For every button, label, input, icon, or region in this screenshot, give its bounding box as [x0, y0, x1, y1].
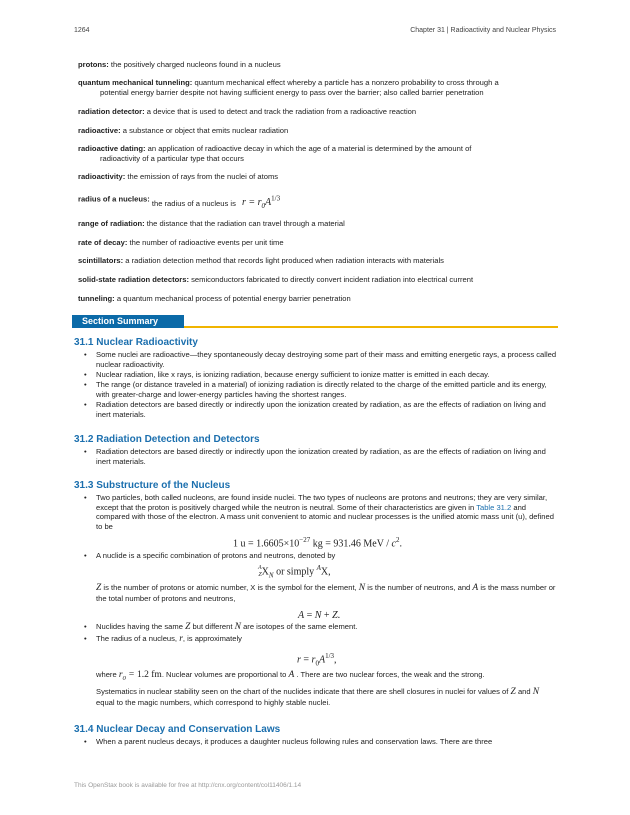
section-heading: 31.1 Nuclear Radioactivity — [74, 337, 198, 348]
list-item: • The range (or distance traveled in a material) of ionizing radiation is directly related to the charge of the emitted particle and its energy, with greater-charge and lower-energy particles having the shortest ranges. — [84, 380, 547, 399]
summary-tab — [72, 315, 184, 328]
radius-formula: $r = r_0A^{1/3}$ — [242, 195, 281, 211]
paragraph: Systematics in nuclear stability seen on the chart of the nuclides indicate that there are shell closures in nuclei for values of Z and N equal to the magic numbers, which correspond to highly stable nuclei. — [96, 687, 540, 707]
glossary-entry: range of radiation: the distance that the radiation can travel through a material — [78, 219, 345, 228]
section-heading: 31.2 Radiation Detection and Detectors — [74, 434, 260, 445]
section-summary-label: Section Summary — [82, 316, 159, 326]
list-item: • The radius of a nucleus, r, is approximately — [84, 634, 242, 644]
glossary-entry: quantum mechanical tunneling: quantum mechanical effect whereby a particle has a nonzero probability to cross through a potential energy barrier despite not having sufficient energy to pass over the barrier; also called barrier penetration — [78, 78, 499, 97]
page-number: 1264 — [74, 27, 90, 34]
list-item: • Nuclides having the same Z but different N are isotopes of the same element. — [84, 622, 358, 632]
list-item: • When a parent nucleus decays, it produces a daughter nucleus following rules and conservation laws. There are three — [84, 737, 493, 746]
glossary-entry: tunneling: a quantum mechanical process of potential energy barrier penetration — [78, 294, 351, 303]
glossary-entry: radioactivity: the emission of rays from the nuclei of atoms — [78, 172, 279, 181]
paragraph: Z is the number of protons or atomic number, X is the symbol for the element, N is the number of neutrons, and A is the mass number or the total number of protons and neutrons, — [96, 583, 556, 603]
glossary-entry: radiation detector: a device that is used to detect and track the radiation from a radioactive reaction — [78, 107, 417, 116]
section-heading: 31.3 Substructure of the Nucleus — [74, 480, 231, 491]
glossary-entry: rate of decay: the number of radioactive events per unit time — [78, 238, 284, 247]
section-heading: 31.4 Nuclear Decay and Conservation Laws — [74, 724, 281, 735]
radius-equation: $r = r_0A^{1/3}$, — [297, 652, 337, 668]
glossary-entry: scintillators: a radiation detection method that records light produced when radiation interacts with materials — [78, 256, 444, 265]
list-item: • Some nuclei are radioactive—they spontaneously decay destroying some part of their mass and emitting energetic rays, a process called nuclear radioactivity. — [84, 350, 557, 369]
nuclide-notation: A $ZX_N$ or simply $^A$X, — [258, 564, 331, 580]
list-item: • Nuclear radiation, like x rays, is ionizing radiation, because energy sufficient to ionize matter is emitted in each decay. — [84, 370, 490, 379]
list-item: • Radiation detectors are based directly or indirectly upon the ionization created by radiation, as are the effects of radiation on living and inert materials. — [84, 400, 546, 419]
mass-unit-equation: 1 $u = 1.6605\times 10^{-27}$ kg = 931.46 MeV / $c^2$. — [233, 536, 402, 550]
paragraph: where $r_0 = 1.2$ fm. Nuclear volumes are proportional to A . There are two nuclear forces, the weak and the strong. — [96, 670, 485, 682]
mass-number-equation: A = N + Z. — [298, 610, 341, 621]
glossary-entry: radioactive: a substance or object that emits nuclear radiation — [78, 126, 289, 135]
glossary-entry: protons: the positively charged nucleons found in a nucleus — [78, 60, 281, 69]
list-item: • A nuclide is a specific combination of protons and neutrons, denoted by — [84, 551, 336, 560]
list-item: • Radiation detectors are based directly or indirectly upon the ionization created by radiation, as are the effects of radiation on living and inert materials. — [84, 447, 546, 466]
glossary-entry: radioactive dating: an application of radioactive decay in which the age of a material is determined by the amount of radioactivity of a particular type that occurs — [78, 144, 472, 163]
glossary-entry: radius of a nucleus: the radius of a nucleus is $r = r_0A^{1/3}$ — [78, 194, 281, 211]
footer-note: This OpenStax book is available for free at http://cnx.org/content/col11406/1.14 — [74, 782, 302, 789]
chapter-header: Chapter 31 | Radioactivity and Nuclear Physics — [410, 27, 556, 34]
section-summary-bar — [72, 315, 558, 328]
list-item: • Two particles, both called nucleons, are found inside nuclei. The two types of nucleons are protons and neutrons; they are very similar, except that the proton is positively charged while the neutron is neutral. Some of their characteristics are given in Table 31.2 and compared with those of the electron. A mass unit convenient to atomic and nuclear processes is the unified atomic mass unit (u), defined to be — [84, 493, 554, 532]
table-link[interactable]: Table 31.2 — [476, 502, 512, 512]
glossary-entry: solid-state radiation detectors: semiconductors fabricated to directly convert incident radiation into electrical current — [78, 275, 474, 284]
